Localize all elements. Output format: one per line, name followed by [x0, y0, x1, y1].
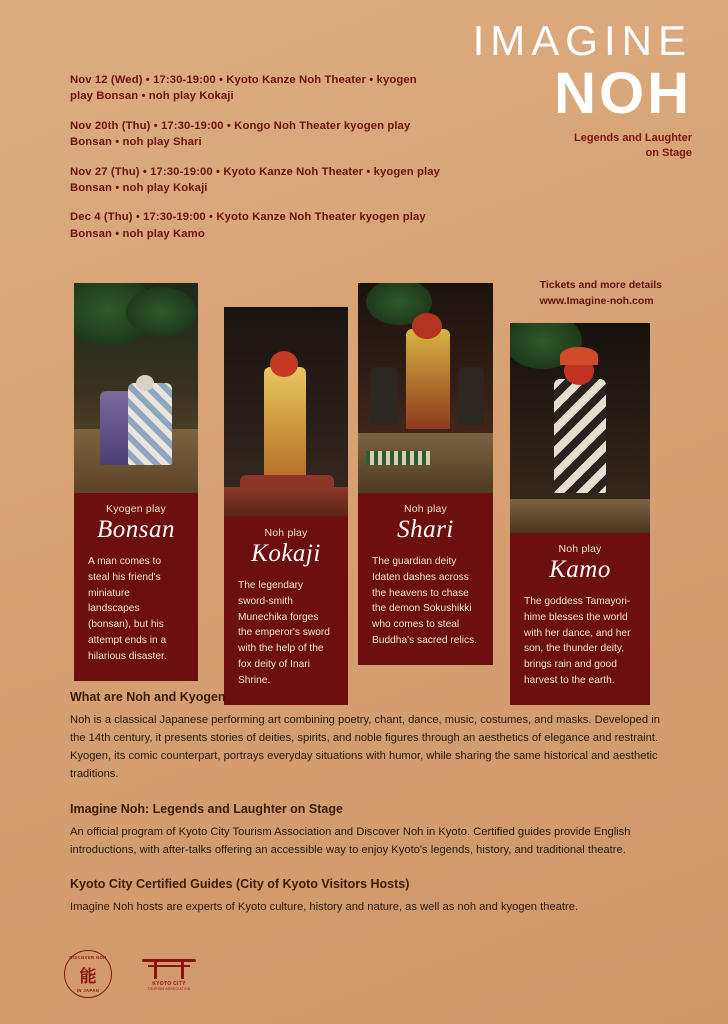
section-body: An official program of Kyoto City Tourism Association and Discover Noh in Kyoto. Certified guides provide English introductions, with after-talks offering an accessible way to enjoy Kyoto's legends, history, and traditional theatre. [70, 825, 631, 856]
footer-logos [64, 950, 196, 998]
tickets-website[interactable]: www.Imagine-noh.com [539, 294, 654, 307]
play-description: A man comes to steal his friend's miniature landscapes (bonsan), but his attempt ends in a hilarious disaster. [88, 556, 167, 662]
play-text-kokaji [224, 517, 348, 705]
play-text-bonsan [74, 493, 198, 681]
play-kind: Noh play [403, 503, 448, 515]
section-heading: Kyoto City Certified Guides (City of Kyoto Visitors Hosts) [70, 876, 410, 891]
play-photo-kamo [510, 323, 650, 533]
play-photo-bonsan [74, 283, 198, 493]
play-kind: Noh play [264, 527, 308, 539]
play-cards [0, 278, 728, 687]
play-card-shari [358, 283, 493, 665]
discover-noh-logo-top-text: DISCOVER NOH [69, 955, 107, 960]
schedule-item: Nov 27 (Thu) • 17:30-19:00 • Kyoto Kanze Noh Theater • kyogen play Bonsan • noh play Kokaji [70, 165, 441, 194]
play-description: The goddess Tamayori-hime blesses the world with her dance, and her son, the thunder deity, brings rain and good harvest to the earth. [524, 596, 631, 687]
kyoto-city-logo-sub: TOURISM ASSOCIATION [147, 987, 191, 991]
tagline-line-2: on Stage [645, 146, 692, 159]
section-body: Noh is a classical Japanese performing art combining poetry, chant, dance, music, costumes, and masks. Developed in the 14th century, it presents stories of deities, spirits, and noble figures through an aesthetics of elegance and restraint. Kyogen, its comic counterpart, portrays everyday situations with humor, while sharing the same historical and aesthetic traditions. [70, 714, 660, 781]
play-kind: Noh play [558, 543, 602, 555]
play-description: The legendary sword-smith Munechika forges the emperor's sword with the help of the fox deity of Inari Shrine. [238, 580, 330, 686]
section-heading: Imagine Noh: Legends and Laughter on Stage [70, 801, 343, 816]
play-text-shari [358, 493, 493, 665]
play-title: Shari [397, 516, 454, 543]
discover-noh-logo [64, 950, 112, 998]
play-card-bonsan [74, 283, 198, 681]
play-title: Kamo [549, 556, 611, 583]
play-kind: Kyogen play [106, 503, 166, 515]
play-description: The guardian deity Idaten dashes across the heavens to chase the demon Sokushikki who comes to steal Buddha's sacred relics. [372, 556, 478, 647]
tickets-label: Tickets and more details [539, 279, 662, 291]
play-photo-kokaji [224, 307, 348, 517]
body-copy [70, 690, 660, 934]
tagline-line-1: Legends and Laughter [574, 131, 692, 144]
play-photo-shari [358, 283, 493, 493]
play-card-kamo [510, 323, 650, 705]
kyoto-city-logo-label: KYOTO CITY [152, 981, 186, 987]
play-title: Bonsan [97, 516, 175, 543]
kyoto-city-logo [142, 957, 196, 991]
title-imagine: IMAGINE [472, 17, 692, 64]
title-noh: NOH [554, 61, 692, 126]
discover-noh-logo-kanji: 能 [79, 966, 97, 986]
schedule-item: Dec 4 (Thu) • 17:30-19:00 • Kyoto Kanze Noh Theater kyogen play Bonsan • noh play Kamo [70, 211, 426, 240]
schedule-list [70, 72, 440, 255]
section-body: Imagine Noh hosts are experts of Kyoto culture, history and nature, as well as noh and kyogen theatre. [70, 900, 579, 913]
play-card-kokaji [224, 307, 348, 705]
section-heading: What are Noh and Kyogen [70, 690, 226, 704]
schedule-item: Nov 20th (Thu) • 17:30-19:00 • Kongo Noh Theater kyogen play Bonsan • noh play Shari [70, 119, 411, 149]
discover-noh-logo-bottom-text: IN JAPAN [76, 988, 100, 993]
schedule-item: Nov 12 (Wed) • 17:30-19:00 • Kyoto Kanze Noh Theater • kyogen play Bonsan • noh play Kokaji [70, 74, 417, 103]
play-title: Kokaji [251, 540, 321, 567]
torii-icon [142, 957, 196, 979]
play-text-kamo [510, 533, 650, 705]
